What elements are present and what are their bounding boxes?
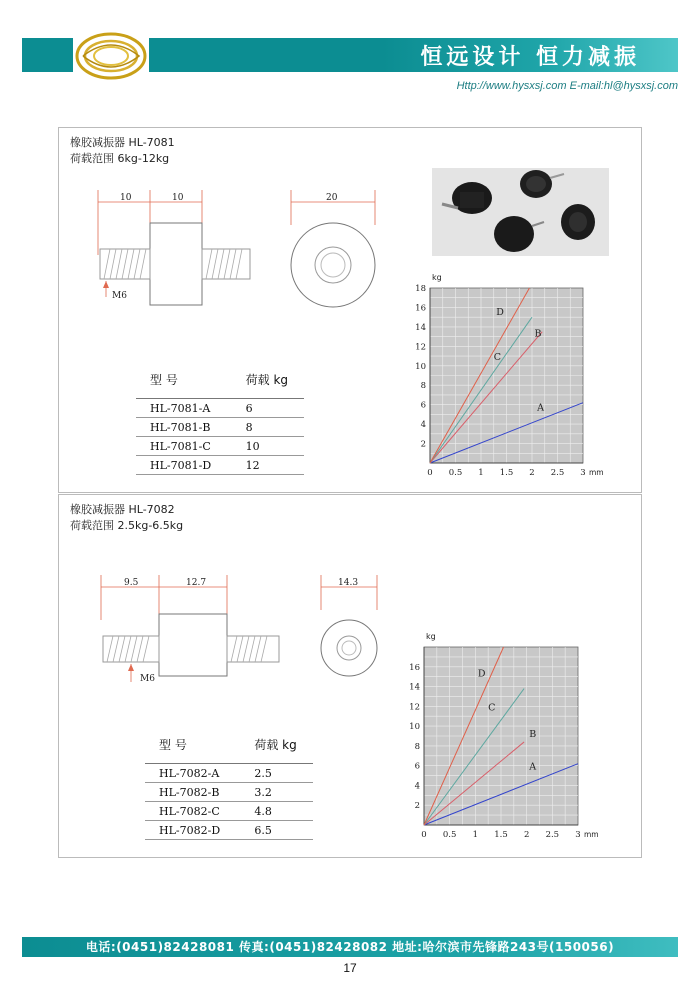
row-load: 6 <box>232 399 304 418</box>
y-tick-label: 2 <box>414 801 420 812</box>
y-tick-label: 2 <box>420 439 426 450</box>
y-axis-label: kg <box>426 632 436 641</box>
y-tick-label: 4 <box>414 781 420 792</box>
row-model: HL-7081-C <box>136 437 232 456</box>
x-tick-label: 3 <box>580 468 586 478</box>
dim-side-7081: 20 <box>326 193 338 203</box>
y-tick-label: 12 <box>415 342 426 353</box>
x-axis-unit: mm <box>589 468 604 477</box>
row-model: HL-7081-D <box>136 456 232 475</box>
x-tick-label: 1.5 <box>499 468 514 478</box>
thread-label-7081: M6 <box>112 291 127 301</box>
y-tick-label: 8 <box>420 381 426 392</box>
spec-table-7082 <box>145 725 313 840</box>
footer-contact-bar: 电话:(0451)82428081 传真:(0451)82428082 地址:哈尔滨市先锋路243号(150056) <box>22 937 678 957</box>
load-deflection-chart-7081 <box>408 268 608 483</box>
y-tick-label: 10 <box>415 361 426 372</box>
x-tick-label: 0.5 <box>442 830 457 840</box>
front-view-drawing-7081 <box>285 185 385 320</box>
series-label-a: A <box>537 402 544 414</box>
product-photo <box>432 168 609 256</box>
series-label-c: C <box>488 702 496 714</box>
y-tick-label: 12 <box>409 702 420 713</box>
row-load: 3.2 <box>240 783 313 802</box>
table-row <box>145 764 313 783</box>
y-axis-label: kg <box>432 273 442 282</box>
row-model: HL-7082-B <box>145 783 240 802</box>
product-name-7081: 橡胶减振器 HL-7081 <box>70 136 175 149</box>
dim-mid-7082: 12.7 <box>186 578 207 588</box>
y-tick-label: 8 <box>414 741 420 752</box>
spec-table-7081 <box>136 360 304 475</box>
row-load: 6.5 <box>240 821 313 840</box>
x-tick-label: 0 <box>421 830 427 840</box>
row-load: 2.5 <box>240 764 313 783</box>
x-tick-label: 3 <box>575 830 581 840</box>
table-head-load: 荷载 kg <box>232 360 304 399</box>
y-tick-label: 18 <box>415 284 426 294</box>
row-model: HL-7082-D <box>145 821 240 840</box>
y-tick-label: 6 <box>414 761 420 772</box>
row-model: HL-7082-C <box>145 802 240 821</box>
table-row <box>136 418 304 437</box>
row-model: HL-7081-A <box>136 399 232 418</box>
series-label-b: B <box>529 728 537 740</box>
row-model: HL-7082-A <box>145 764 240 783</box>
load-range-7082: 荷载范围 2.5kg-6.5kg <box>70 519 184 532</box>
table-row <box>136 456 304 475</box>
x-tick-label: 1 <box>478 468 484 478</box>
y-tick-label: 4 <box>420 420 426 431</box>
header-contact: Http://www.hysxsj.com E-mail:hl@hysxsj.com <box>456 80 678 92</box>
load-deflection-chart-7082 <box>400 625 600 845</box>
x-tick-label: 2 <box>523 830 530 840</box>
y-tick-label: 16 <box>409 662 420 673</box>
dim-left-7082: 9.5 <box>124 578 139 588</box>
x-tick-label: 1.5 <box>494 830 508 840</box>
side-view-drawing-7082 <box>95 570 295 695</box>
table-row <box>145 783 313 802</box>
series-label-c: C <box>493 351 502 363</box>
dim-left-7081: 10 <box>120 193 132 203</box>
x-axis-unit: mm <box>584 830 599 839</box>
row-load: 8 <box>232 418 304 437</box>
row-load: 4.8 <box>240 802 313 821</box>
x-tick-label: 2.5 <box>545 830 560 840</box>
dim-side-7082: 14.3 <box>338 578 359 588</box>
thread-label-7082: M6 <box>140 674 155 684</box>
table-row <box>136 437 304 456</box>
row-load: 12 <box>232 456 304 475</box>
series-label-a: A <box>529 761 537 773</box>
row-model: HL-7081-B <box>136 418 232 437</box>
table-head-model: 型 号 <box>145 725 240 764</box>
page-number: 17 <box>343 961 357 975</box>
product-name-7082: 橡胶减振器 HL-7082 <box>70 503 175 516</box>
dim-mid-7081: 10 <box>172 193 184 203</box>
y-tick-label: 6 <box>420 400 426 411</box>
x-tick-label: 2.5 <box>550 468 565 478</box>
y-tick-label: 16 <box>415 303 426 314</box>
table-head-load: 荷载 kg <box>240 725 313 764</box>
table-row <box>145 802 313 821</box>
row-load: 10 <box>232 437 304 456</box>
table-head-model: 型 号 <box>136 360 232 399</box>
load-range-7081: 荷载范围 6kg-12kg <box>70 152 170 165</box>
y-tick-label: 14 <box>415 322 426 333</box>
x-tick-label: 2 <box>529 468 535 478</box>
x-tick-label: 0 <box>427 468 433 478</box>
series-label-d: D <box>496 307 504 319</box>
company-logo <box>73 30 149 82</box>
y-tick-label: 14 <box>409 682 420 693</box>
table-row <box>145 821 313 840</box>
series-label-b: B <box>534 328 542 340</box>
series-label-d: D <box>477 668 486 680</box>
table-row <box>136 399 304 418</box>
y-tick-label: 10 <box>409 722 420 733</box>
x-tick-label: 1 <box>472 830 479 840</box>
x-tick-label: 0.5 <box>448 468 463 478</box>
header-title: 恒远设计 恒力减振 <box>420 45 640 70</box>
